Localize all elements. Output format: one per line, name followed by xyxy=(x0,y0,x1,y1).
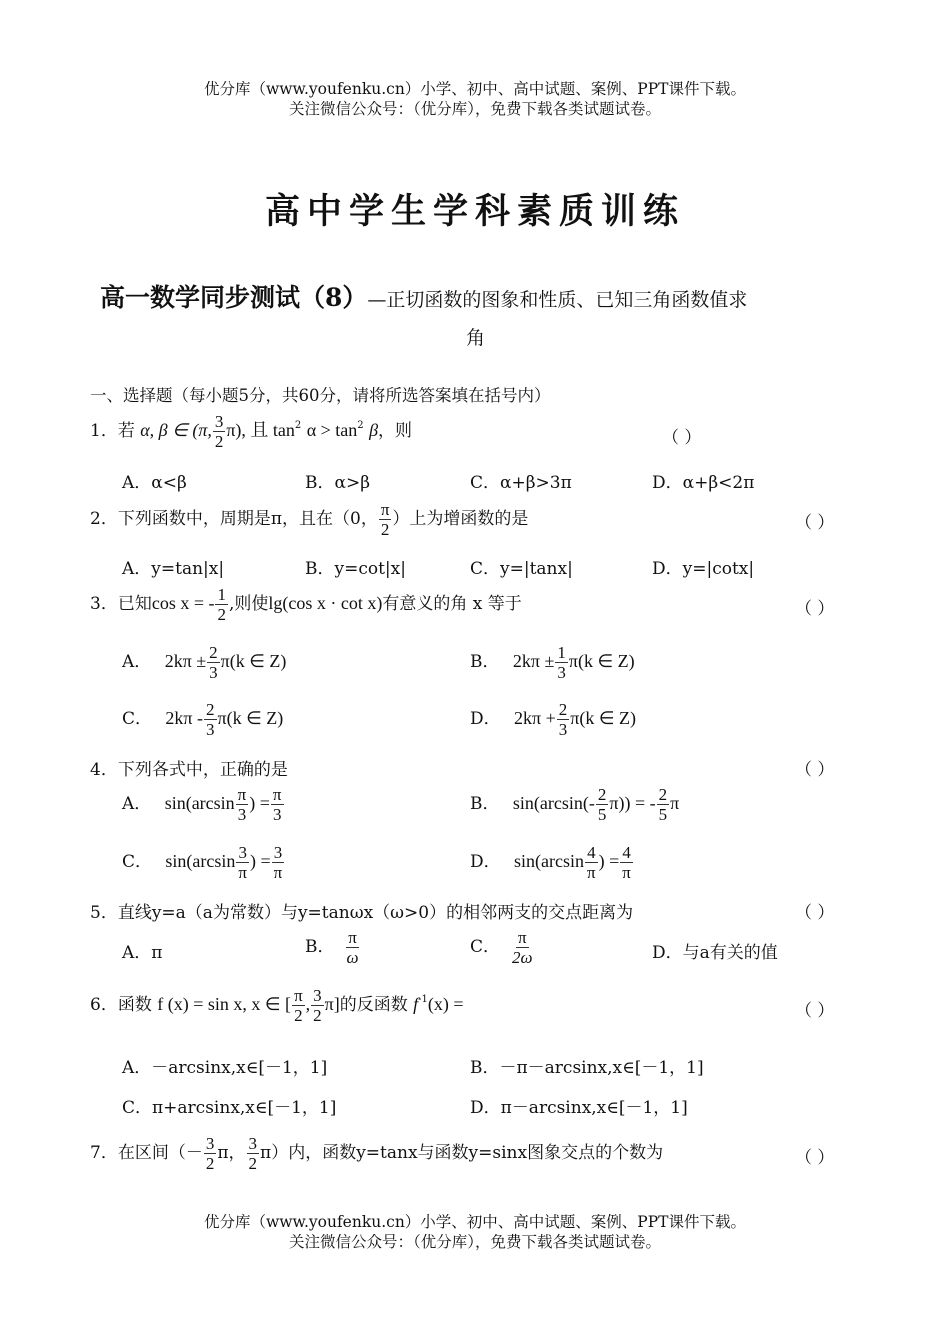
q6-inverse: -1 xyxy=(418,994,428,1005)
q4-text: 下列各式中，正确的是 xyxy=(117,760,288,780)
q3-option-c[interactable]: C． 2kπ - $\frac{2}{3}$ π(k ∈ Z) xyxy=(122,700,284,739)
q2-prefix: 下列函数中，周期是π，且在（0， xyxy=(117,509,378,529)
q2-number: 2． xyxy=(90,509,118,529)
q4-number: 4． xyxy=(90,760,118,780)
q3-number: 3． xyxy=(90,594,118,614)
subtitle-rest: —正切函数的图象和性质、已知三角函数值求 xyxy=(367,289,748,311)
q7-prefix: 在区间（－ xyxy=(117,1143,203,1163)
q1-cond4: β xyxy=(369,420,379,440)
subtitle xyxy=(100,278,747,314)
q1-cond2: π), 且 tan xyxy=(226,420,295,440)
q7-number: 7． xyxy=(90,1143,118,1163)
q6-answer-bracket[interactable]: （ ） xyxy=(795,1001,835,1021)
footer-line-2: 关注微信公众号：（优分库），免费下载各类试题试卷。 xyxy=(288,1233,661,1251)
question-7: 7．在区间（－ $\frac{3}{2}$ π， $\frac{3}{2}$ π）内，函数y=tanx与函数y=sinx图象交点的个数为 xyxy=(90,1134,664,1173)
q6-option-b[interactable]: B．－π－arcsinx,x∈[－1，1] xyxy=(470,1058,704,1078)
q1-fraction: $\frac{3}{2}$ xyxy=(214,412,224,451)
section-heading: 一、选择题（每小题5分，共60分，请将所选答案填在括号内） xyxy=(90,386,551,405)
q3-mid: ,则使 xyxy=(228,594,269,614)
q6-number: 6． xyxy=(90,995,118,1015)
q4-option-b[interactable]: B． sin(arcsin(- $\frac{2}{5}$ π)) = - $\frac{2}{5}$ π xyxy=(470,785,680,824)
q3-suffix: 有意义的角 x 等于 xyxy=(382,594,522,614)
q1-cond: α, β ∈ (π, xyxy=(140,420,212,440)
q1-option-a[interactable]: A．α<β xyxy=(122,473,187,493)
page-title: 高中学生学科素质训练 xyxy=(264,192,685,232)
q6-post2: (x) = xyxy=(427,994,464,1014)
q5-option-a[interactable]: A．π xyxy=(122,943,163,963)
question-4 xyxy=(90,755,288,780)
q2-option-a[interactable]: A．y=tan|x| xyxy=(122,559,225,579)
q6-prefix: 函数 xyxy=(117,995,152,1015)
q3-expr1: cos x = - xyxy=(151,593,215,613)
q1-option-b[interactable]: B．α>β xyxy=(305,473,371,493)
q7-suffix: π）内，函数y=tanx与函数y=sinx图象交点的个数为 xyxy=(260,1143,664,1163)
q3-answer-bracket[interactable]: （ ） xyxy=(795,599,835,619)
q1-option-d[interactable]: D．α+β<2π xyxy=(652,473,755,493)
q1-number: 1． xyxy=(90,421,118,441)
q7-mid: π， xyxy=(217,1143,246,1163)
q2-option-d[interactable]: D．y=|cotx| xyxy=(652,559,755,579)
q1-sq: 2 xyxy=(294,420,302,431)
q1-answer-bracket[interactable]: （ ） xyxy=(662,428,702,448)
question-1 xyxy=(90,412,412,451)
q2-option-c[interactable]: C．y=|tanx| xyxy=(470,559,573,579)
q5-option-b[interactable]: B． $\frac{\pi}{\omega}$ xyxy=(305,928,359,967)
q4-option-a[interactable]: A． sin(arcsin $\frac{\pi}{3}$ ) = $\frac{\pi}{3}$ xyxy=(122,785,282,824)
q3-expr2: lg(cos x · cot x) xyxy=(268,593,383,613)
q5-option-c[interactable]: C． $\frac{\pi}{2\omega}$ xyxy=(470,928,533,967)
q4-answer-bracket[interactable]: （ ） xyxy=(795,760,835,780)
q3-option-a[interactable]: A． 2kπ ± $\frac{2}{3}$ π(k ∈ Z) xyxy=(122,643,287,682)
q6-mid: 的反函数 xyxy=(339,995,408,1015)
question-5 xyxy=(90,898,633,923)
q5-text: 直线y=a（a为常数）与y=tanωx（ω>0）的相邻两支的交点距离为 xyxy=(117,903,634,923)
q1-sq2: 2 xyxy=(357,420,364,431)
q2-option-b[interactable]: B．y=cot|x| xyxy=(305,559,406,579)
question-3 xyxy=(90,585,522,624)
q3-fraction: $\frac{1}{2}$ xyxy=(217,585,226,624)
header-line-2: 关注微信公众号：（优分库），免费下载各类试题试卷。 xyxy=(288,100,661,118)
q5-option-d[interactable]: D．与a有关的值 xyxy=(652,943,778,963)
q4-option-c[interactable]: C． sin(arcsin $\frac{3}{\pi}$ ) = $\frac{3}{\pi}$ xyxy=(122,843,283,882)
q3-prefix: 已知 xyxy=(117,594,152,614)
header-line-1: 优分库（www.youfenku.cn）小学、初中、高中试题、案例、PPT课件下载。 xyxy=(203,80,747,98)
q2-suffix: ）上为增函数的是 xyxy=(392,509,529,529)
q1-prefix: 若 xyxy=(117,421,135,441)
q6-option-d[interactable]: D．π－arcsinx,x∈[－1，1] xyxy=(470,1098,688,1118)
subtitle-main: 高一数学同步测试（8） xyxy=(100,283,368,312)
q5-answer-bracket[interactable]: （ ） xyxy=(795,903,835,923)
q3-option-b[interactable]: B． 2kπ ± $\frac{1}{3}$ π(k ∈ Z) xyxy=(470,643,635,682)
question-6: 6．函数 f (x) = sin x, x ∈ [ $\frac{\pi}{2}$ , $\frac{3}{2}$ π]的反函数 $f^{-1}(x)$ = xyxy=(90,986,464,1025)
q4-option-d[interactable]: D． sin(arcsin $\frac{4}{\pi}$ ) = $\frac{4}{\pi}$ xyxy=(470,843,631,882)
q1-option-c[interactable]: C．α+β>3π xyxy=(470,473,572,493)
q7-answer-bracket[interactable]: （ ） xyxy=(795,1148,835,1168)
q6-expr: f (x) = sin x, x ∈ [ xyxy=(157,994,292,1014)
q6-post1: π] xyxy=(324,994,340,1014)
q1-cond3: α > tan xyxy=(306,420,358,440)
subtitle-wrap: 角 xyxy=(466,327,486,349)
q6-option-a[interactable]: A．－arcsinx,x∈[－1，1] xyxy=(122,1058,328,1078)
q2-fraction: $\frac{\pi}{2}$ xyxy=(380,500,390,539)
question-2 xyxy=(90,500,528,539)
q2-answer-bracket[interactable]: （ ） xyxy=(795,513,835,533)
q3-option-d[interactable]: D． 2kπ + $\frac{2}{3}$ π(k ∈ Z) xyxy=(470,700,637,739)
q1-suffix: ，则 xyxy=(378,421,413,441)
q6-option-c[interactable]: C．π+arcsinx,x∈[－1，1] xyxy=(122,1098,337,1118)
q5-number: 5． xyxy=(90,903,118,923)
q6-f: f xyxy=(413,994,419,1014)
footer-line-1: 优分库（www.youfenku.cn）小学、初中、高中试题、案例、PPT课件下载。 xyxy=(203,1213,747,1231)
